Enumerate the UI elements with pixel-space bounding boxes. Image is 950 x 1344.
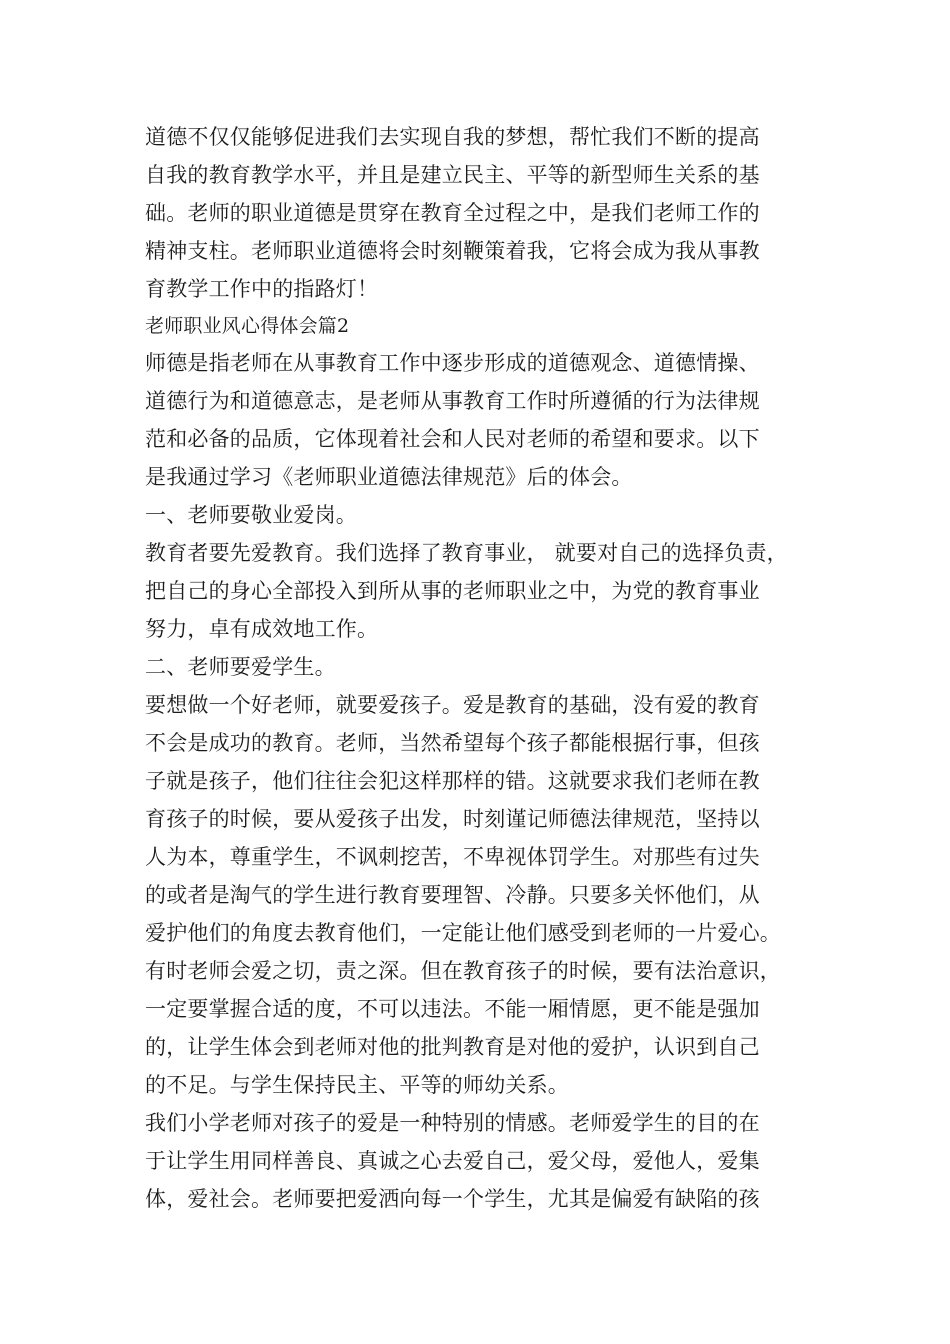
paragraph-line: 不会是成功的教育。老师，当然希望每个孩子都能根据行事，但孩 bbox=[145, 731, 760, 755]
paragraph-line: 子就是孩子，他们往往会犯这样那样的错。这就要求我们老师在教 bbox=[145, 769, 760, 793]
paragraph-line: 我们小学老师对孩子的爱是一种特别的情感。老师爱学生的目的在 bbox=[145, 1111, 760, 1135]
paragraph-line: 一定要掌握合适的度，不可以违法。不能一厢情愿，更不能是强加 bbox=[145, 997, 760, 1021]
paragraph-line: 础。老师的职业道德是贯穿在教育全过程之中，是我们老师工作的 bbox=[145, 201, 760, 225]
subheading-line: 一、老师要敬业爱岗。 bbox=[145, 503, 357, 527]
paragraph-line: 是我通过学习《老师职业道德法律规范》后的体会。 bbox=[145, 465, 633, 489]
paragraph-line: 道德行为和道德意志，是老师从事教育工作时所遵循的行为法律规 bbox=[145, 389, 760, 413]
paragraph-line: 的，让学生体会到老师对他的批判教育是对他的爱护，认识到自己 bbox=[145, 1035, 760, 1059]
paragraph-line: 要想做一个好老师，就要爱孩子。爱是教育的基础，没有爱的教育 bbox=[145, 693, 760, 717]
paragraph-line: 的或者是淘气的学生进行教育要理智、冷静。只要多关怀他们，从 bbox=[145, 883, 760, 907]
paragraph-line: 育孩子的时候，要从爱孩子出发，时刻谨记师德法律规范，坚持以 bbox=[145, 807, 760, 831]
paragraph-line: 育教学工作中的指路灯！ bbox=[145, 277, 379, 301]
paragraph-line: 师德是指老师在从事教育工作中逐步形成的道德观念、道德情操、 bbox=[145, 351, 760, 375]
paragraph-line: 精神支柱。老师职业道德将会时刻鞭策着我，它将会成为我从事教 bbox=[145, 239, 760, 263]
paragraph-line: 体，爱社会。老师要把爱洒向每一个学生，尤其是偏爱有缺陷的孩 bbox=[145, 1187, 760, 1211]
paragraph-line: 道德不仅仅能够促进我们去实现自我的梦想，帮忙我们不断的提高 bbox=[145, 125, 760, 149]
section-heading: 老师职业风心得体会篇2 bbox=[145, 315, 350, 337]
paragraph-line: 于让学生用同样善良、真诚之心去爱自己，爱父母，爱他人，爱集 bbox=[145, 1149, 760, 1173]
paragraph-line: 范和必备的品质，它体现着社会和人民对老师的希望和要求。以下 bbox=[145, 427, 760, 451]
document-body bbox=[145, 118, 810, 1218]
paragraph-line: 努力，卓有成效地工作。 bbox=[145, 617, 379, 641]
paragraph-line: 有时老师会爱之切，责之深。但在教育孩子的时候，要有法治意识， bbox=[145, 959, 781, 983]
paragraph-line: 人为本，尊重学生，不讽刺挖苦，不卑视体罚学生。对那些有过失 bbox=[145, 845, 760, 869]
paragraph-line: 自我的教育教学水平，并且是建立民主、平等的新型师生关系的基 bbox=[145, 163, 760, 187]
paragraph-line: 爱护他们的角度去教育他们，一定能让他们感受到老师的一片爱心。 bbox=[145, 921, 781, 945]
paragraph-line: 教育者要先爱教育。我们选择了教育事业， 就要对自己的选择负责， bbox=[145, 541, 788, 565]
paragraph-line: 的不足。与学生保持民主、平等的师幼关系。 bbox=[145, 1073, 569, 1097]
paragraph-line: 把自己的身心全部投入到所从事的老师职业之中，为党的教育事业 bbox=[145, 579, 760, 603]
subheading-line: 二、老师要爱学生。 bbox=[145, 655, 336, 679]
